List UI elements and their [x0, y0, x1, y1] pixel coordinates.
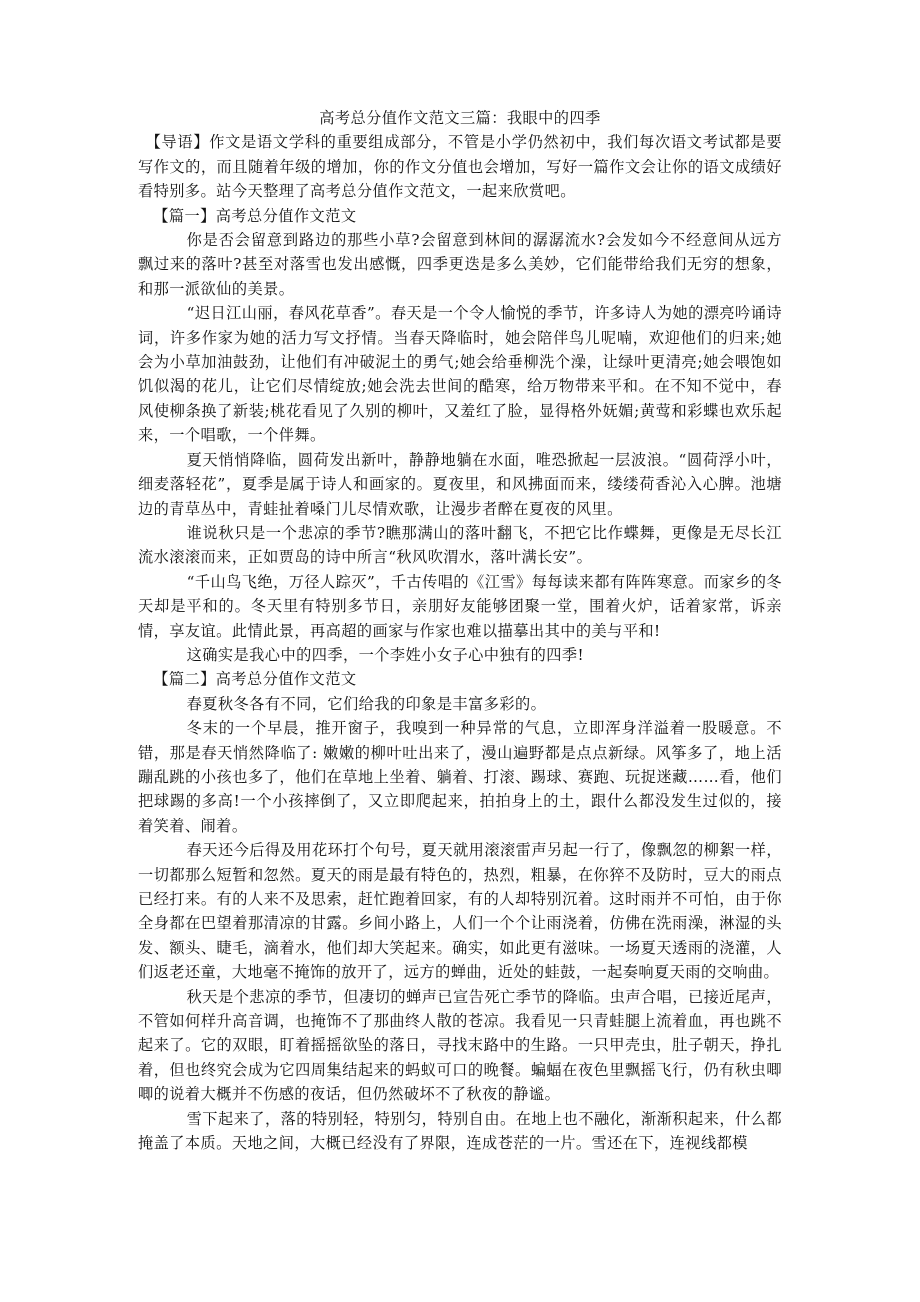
body-paragraph: 雪下起来了，落的特别轻，特别匀，特别自由。在地上也不融化，渐渐积起来，什么都掩盖了本质。天地之间，大概已经没有了界限，连成苍茫的一片。雪还在下，连视线都模	[138, 1109, 782, 1153]
section-heading: 【篇二】高考总分值作文范文	[153, 670, 357, 689]
body-paragraph: 春夏秋冬各有不同，它们给我的印象是丰富多彩的。	[186, 694, 547, 713]
article-body	[138, 106, 782, 1155]
body-paragraph: 你是否会留意到路边的那些小草?会留意到林间的潺潺流水?会发如今不经意间从远方飘过来的落叶?甚至对落雪也发出感慨，四季更迭是多么美妙，它们能带给我们无穷的想象，和那一派欲仙的美景。	[138, 231, 782, 298]
body-paragraph: “迟日江山丽，春风花草香”。春天是一个令人愉悦的季节，许多诗人为她的漂亮吟诵诗词，许多作家为她的活力写文抒情。当春天降临时，她会陪伴鸟儿呢喃，欢迎他们的归来;她会为小草加油鼓劲，让他们有冲破泥土的勇气;她会给垂柳洗个澡，让绿叶更清亮;她会喂饱如饥似渴的花儿，让它们尽情绽放;她会洗去世间的酷寒，给万物带来平和。在不知不觉中，春风使柳条换了新装;桃花看见了久别的柳叶，又羞红了脸，显得格外妩媚;黄莺和彩蝶也欢乐起来，一个唱歌，一个伴舞。	[138, 304, 782, 445]
section-two	[138, 667, 782, 1155]
body-paragraph: 这确实是我心中的四季，一个李姓小女子心中独有的四季!	[186, 645, 585, 664]
body-paragraph: 春天还今后得及用花环打个句号，夏天就用滚滚雷声另起一行了，像飘忽的柳絮一样，一切都那么短暂和忽然。夏天的雨是最有特色的，热烈，粗暴，在你猝不及防时，豆大的雨点已经打来。有的人来不及思索，赶忙跑着回家，有的人却特别沉着。这时雨并不可怕，由于你全身都在巴望着那清凉的甘露。乡间小路上，人们一个个让雨浇着，仿佛在洗雨澡，淋湿的头发、额头、睫毛，滴着水，他们却大笑起来。确实，如此更有滋味。一场夏天透雨的浇灌，人们返老还童，大地毫不掩饰的放开了，远方的蝉曲，近处的蛙鼓，一起奏响夏天雨的交响曲。	[138, 841, 782, 982]
body-paragraph: “千山鸟飞绝，万径人踪灭”，千古传唱的《江雪》每每读来都有阵阵寒意。而家乡的冬天却是平和的。冬天里有特别多节日，亲朋好友能够团聚一堂，围着火炉，话着家常，诉亲情，享友谊。此情此景，再高超的画家与作家也难以描摹出其中的美与平和!	[138, 572, 782, 640]
body-paragraph: 秋天是个悲凉的季节，但凄切的蝉声已宣告死亡季节的降临。虫声合唱，已接近尾声，不管如何样升高音调，也掩饰不了那曲终人散的苍凉。我看见一只青蛙腿上流着血，再也跳不起来了。它的双眼，盯着摇摇欲坠的落日，寻找末路中的生路。一只甲壳虫，肚子朝天，挣扎着，但也终究会成为它四周集结起来的蚂蚁可口的晚餐。蝙蝠在夜色里飘摇飞行，仍有秋虫唧唧的说着大概并不伤感的夜话，但仍然破坏不了秋夜的静谧。	[138, 987, 782, 1104]
section-heading: 【篇一】高考总分值作文范文	[153, 206, 357, 225]
body-paragraph: 谁说秋只是一个悲凉的季节?瞧那满山的落叶翻飞，不把它比作蝶舞，更像是无尽长江流水滚滚而来，正如贾岛的诗中所言“秋风吹渭水，落叶满长安”。	[138, 523, 782, 567]
article-title: 高考总分值作文范文三篇：我眼中的四季	[319, 109, 601, 127]
intro-paragraph: 【导语】作文是语文学科的重要组成部分，不管是小学仍然初中，我们每次语文考试都是要写作文的，而且随着年级的增加，你的作文分值也会增加，写好一篇作文会让你的语文成绩好看特别多。站今天整理了高考总分值作文范文，一起来欣赏吧。	[138, 133, 782, 201]
section-one	[138, 204, 782, 668]
body-paragraph: 冬末的一个早晨，推开窗子，我嗅到一种异常的气息，立即浑身洋溢着一股暖意。不错，那是春天悄然降临了: 嫩嫩的柳叶吐出来了，漫山遍野都是点点新绿。风筝多了，地上活蹦乱跳的小孩也多了，他们在草地上坐着、躺着、打滚、踢球、赛跑、玩捉迷藏……看，他们把球踢的多高!一个小孩摔倒了，又立即爬起来，拍拍身上的土，跟什么都没发生过似的，接着笑着、闹着。	[138, 719, 782, 835]
body-paragraph: 夏天悄悄降临，圆荷发出新叶，静静地躺在水面，唯恐掀起一层波浪。“圆荷浮小叶，细麦落轻花”，夏季是属于诗人和画家的。夏夜里，和风拂面而来，缕缕荷香沁入心脾。池塘边的青草丛中，青蛙扯着嗓门儿尽情欢歌，让漫步者醉在夏夜的风里。	[138, 450, 782, 518]
